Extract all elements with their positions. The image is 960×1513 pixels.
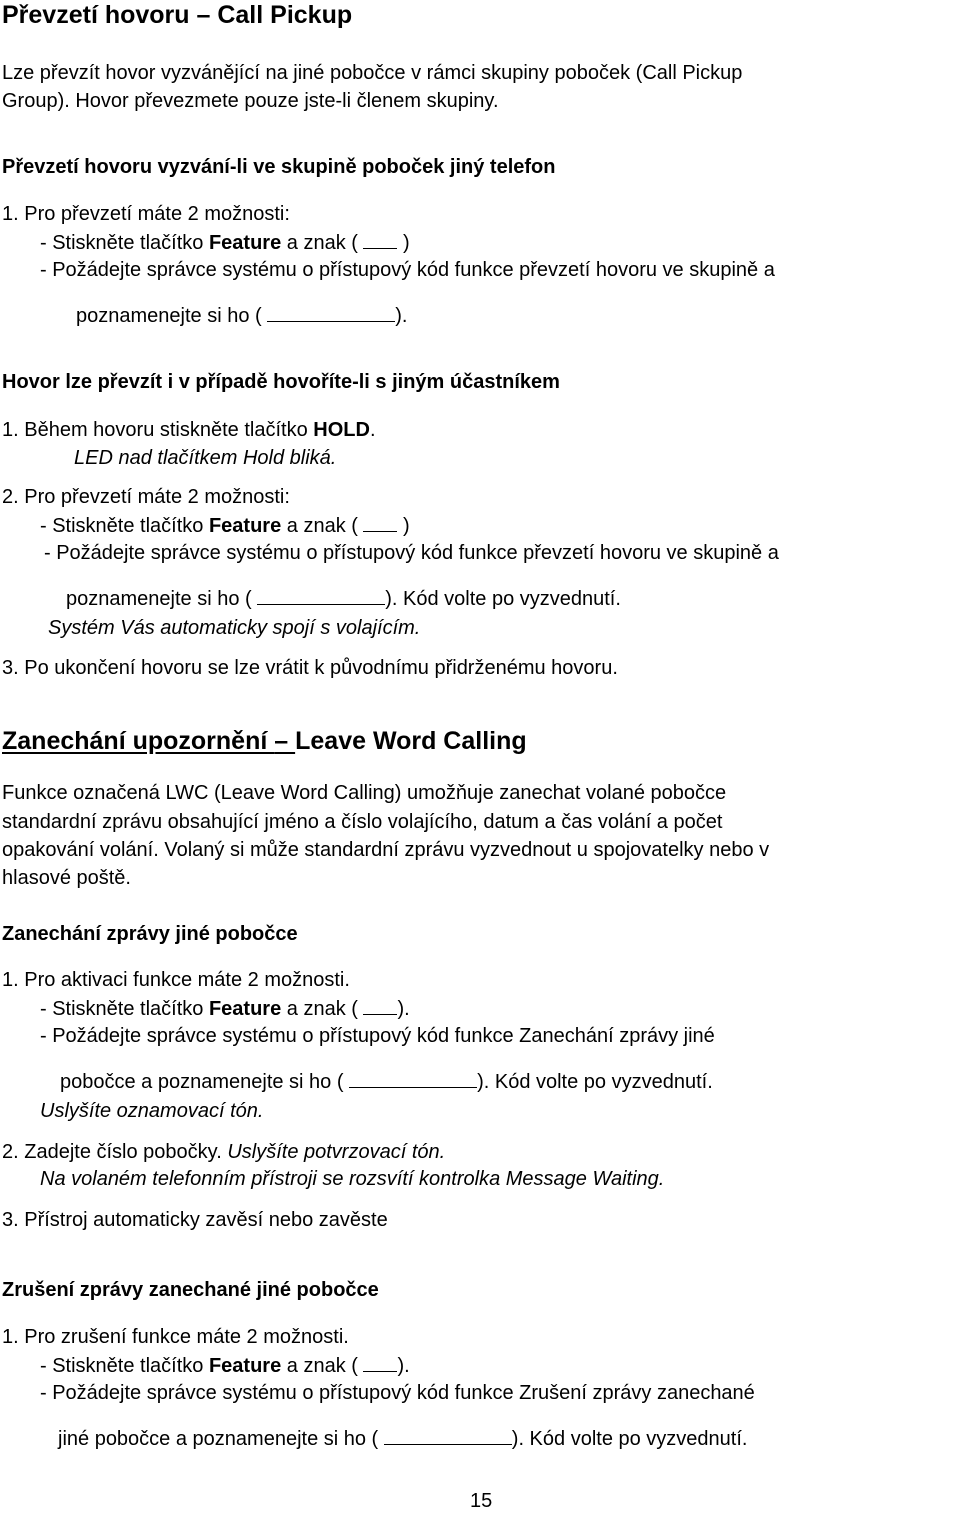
step-3-return: 3. Po ukončení hovoru se lze vrátit k původnímu přidrženému hovoru. [2,657,618,679]
option-ask-admin-2: - Požádejte správce systému o přístupový kód funkce převzetí hovoru ve skupině a [44,542,779,564]
code-blank [349,1069,477,1088]
feature-label: Feature [208,232,282,254]
option-text-pre: - Stiskněte tlačítko [40,515,209,537]
code-blank [384,1426,512,1445]
title-dash: – [274,727,296,755]
note-text-pre: jiné pobočce a poznamenejte si ho ( [58,1428,379,1450]
code-blank [267,303,395,322]
subheading-cancel-message: Zrušení zprávy zanechané jiné pobočce [2,1279,379,1301]
leave-step-3: 3. Přístroj automaticky zavěsí nebo zavěste [2,1209,388,1231]
code-blank [257,586,385,605]
section-title-call-pickup: Převzetí hovoru – Call Pickup [2,1,353,29]
cancel-note-code-line [58,1426,747,1451]
message-waiting-note: Na volaném telefonním přístroji se rozsvítí kontrolka Message Waiting. [40,1168,665,1190]
step-1-hold [2,418,376,442]
lwc-paragraph-line-1: Funkce označená LWC (Leave Word Calling) umožňuje zanechat volané pobočce [2,782,727,804]
dial-tone-note: Uslyšíte oznamovací tón. [40,1100,264,1122]
leave-note-code-line [60,1069,713,1094]
option-text-post: a znak ( [281,998,358,1020]
note-code-line [76,303,407,328]
hold-text-pre: 1. Během hovoru stiskněte tlačítko [2,419,314,441]
option-text-post: a znak ( [281,232,358,254]
hold-text-post: . [369,419,376,441]
subheading-leave-message: Zanechání zprávy jiné pobočce [2,923,298,945]
lwc-paragraph-line-3: opakování volání. Volaný si může standardní zprávu vyzvednout u spojovatelky nebo v [2,839,770,861]
subheading-pickup-ringing: Převzetí hovoru vyzvání-li ve skupině poboček jiný telefon [2,156,556,178]
cancel-option-feature-key [40,1353,410,1378]
code-blank [363,230,397,249]
cancel-step-1: 1. Pro zrušení funkce máte 2 možnosti. [2,1326,349,1348]
close-paren: ) [403,232,410,254]
step-text: 2. Zadejte číslo pobočky. [2,1141,228,1163]
feature-label: Feature [208,515,282,537]
feature-label: Feature [208,1355,282,1377]
note-text-pre: poznamenejte si ho ( [66,588,252,610]
code-blank [363,1353,397,1372]
leave-option-feature-key [40,996,410,1021]
leave-step-2 [2,1140,445,1164]
intro-line-2: Group). Hovor převezmete pouze jste-li členem skupiny. [2,90,499,112]
note-code-line-2 [66,586,621,611]
section-title-leave-word-calling [2,726,527,756]
feature-label: Feature [208,998,282,1020]
intro-line-1: Lze převzít hovor vyzvánějící na jiné pobočce v rámci skupiny poboček (Call Pickup [2,62,743,84]
option-text-post: a znak ( [281,515,358,537]
page-number: 15 [470,1490,493,1512]
note-text-pre: poznamenejte si ho ( [76,305,262,327]
hold-label: HOLD [313,419,370,441]
led-blinks-note: LED nad tlačítkem Hold bliká. [74,447,337,469]
option-text-post: a znak ( [281,1355,358,1377]
option-text-pre: - Stiskněte tlačítko [40,1355,209,1377]
note-text-post: ). [395,305,408,327]
close-paren: ) [403,515,410,537]
option-text-end: ). [397,998,410,1020]
note-text-post: ). Kód volte po vyzvednutí. [385,588,621,610]
step-2-options: 2. Pro převzetí máte 2 možnosti: [2,486,290,508]
lwc-paragraph-line-2: standardní zprávu obsahující jméno a číslo volajícího, datum a čas volání a počet [2,811,723,833]
option-text-end: ). [397,1355,410,1377]
leave-step-1: 1. Pro aktivaci funkce máte 2 možnosti. [2,969,350,991]
note-text-pre: pobočce a poznamenejte si ho ( [60,1071,344,1093]
leave-option-ask-admin: - Požádejte správce systému o přístupový kód funkce Zanechání zprávy jiné [40,1025,715,1047]
step-1-options: 1. Pro převzetí máte 2 možnosti: [2,203,290,225]
option-feature-key [40,230,410,255]
option-text-pre: - Stiskněte tlačítko [40,998,209,1020]
title-text-post: Leave Word Calling [295,727,527,755]
lwc-paragraph-line-4: hlasové poště. [2,867,131,889]
option-text-pre: - Stiskněte tlačítko [40,232,209,254]
option-feature-key-2 [40,513,410,538]
cancel-option-ask-admin: - Požádejte správce systému o přístupový kód funkce Zrušení zprávy zanechané [40,1382,755,1404]
code-blank [363,513,397,532]
option-ask-admin: - Požádejte správce systému o přístupový kód funkce převzetí hovoru ve skupině a [40,259,775,281]
title-text-pre: Zanechání upozornění [2,727,275,755]
subheading-pickup-during-call: Hovor lze převzít i v případě hovoříte-li s jiným účastníkem [2,371,560,393]
note-text-post: ). Kód volte po vyzvednutí. [511,1428,748,1450]
note-text-post: ). Kód volte po vyzvednutí. [477,1071,713,1093]
confirm-tone-note: Uslyšíte potvrzovací tón. [227,1141,446,1163]
auto-connect-note: Systém Vás automaticky spojí s volajícím. [48,617,421,639]
code-blank [363,996,397,1015]
